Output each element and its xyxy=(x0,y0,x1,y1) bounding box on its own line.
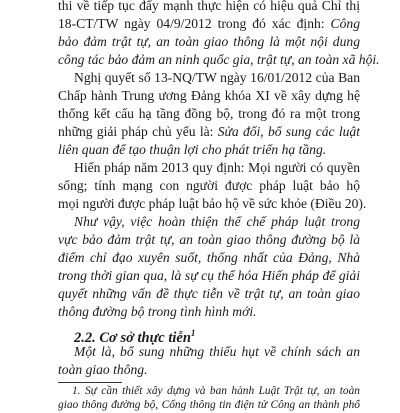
footnote-reference: 1 xyxy=(190,328,196,338)
paragraph-line: Chấp hành Trung ương Đảng khóa XI về xây dựng hệ xyxy=(58,88,360,103)
quote-line: thông đường bộ trong tình hình mới. xyxy=(58,304,257,319)
footnote-line: 1. Sự cần thiết xây dựng và ban hành Luật Trật tự, an toàn xyxy=(72,385,360,397)
footnote-separator xyxy=(58,382,122,383)
paragraph-line xyxy=(58,123,360,141)
section-heading-text: 2.2. Cơ sở thực tiễn xyxy=(74,329,191,346)
paragraph-line: mọi người được pháp luật bảo hộ về sức khỏe (Điều 20). xyxy=(58,196,367,211)
quote-line: Như vậy, việc hoàn thiện thể chế pháp luật trong xyxy=(74,214,360,229)
quote-line: công tác bảo đảm an ninh quốc gia, trật tự, an toàn xã hội. xyxy=(58,52,380,67)
quote-line: Một là, bổ sung những thiếu hụt về chính sách an xyxy=(74,344,360,359)
quote-line: trong thời gian qua, là sự cụ thể hóa Hiến pháp để giải xyxy=(58,268,360,283)
footnote-line: giao thông đường bộ, Cổng thông tin điện tử Công an thành phố xyxy=(58,399,360,411)
quote-line: bảo đảm trật tự, an toàn giao thông là một nội dung xyxy=(58,34,360,49)
text-run: 18-CT/TW ngày 04/9/2012 trong đó xác định: xyxy=(58,16,331,31)
quote-line: quyết những vấn đề thực tiễn về trật tự, an toàn giao xyxy=(58,286,360,301)
paragraph-line: thống kết cấu hạ tầng đồng bộ, trong đó ra một trong xyxy=(58,106,360,121)
paragraph-line: Nghị quyết số 13-NQ/TW ngày 16/01/2012 của Ban xyxy=(74,70,360,85)
quote-line: điểm chỉ đạo xuyên suốt, thống nhất của Đảng, Nhà xyxy=(58,250,360,265)
paragraph-line: Hiến pháp năm 2013 quy định: Mọi người có quyền xyxy=(74,160,360,175)
text-run: những giải pháp chủ yếu là: xyxy=(58,124,218,139)
quote-line: vực bảo đảm trật tự, an toàn giao thông đường bộ là xyxy=(58,232,360,247)
quote-line: toàn giao thông. xyxy=(58,362,148,377)
quote-line: liên quan để tạo thuận lợi cho phát triển hạ tầng. xyxy=(58,142,327,157)
paragraph-line: thi về tiếp tục đẩy mạnh thực hiện có hiệu quả Chỉ thị xyxy=(58,0,360,13)
paragraph-line xyxy=(58,15,360,33)
quote-run: Sửa đổi, bổ sung các luật xyxy=(217,124,360,139)
paragraph-line: sống; tính mạng con người được pháp luật bảo hộ xyxy=(58,178,360,193)
quote-run: Công xyxy=(330,16,360,31)
